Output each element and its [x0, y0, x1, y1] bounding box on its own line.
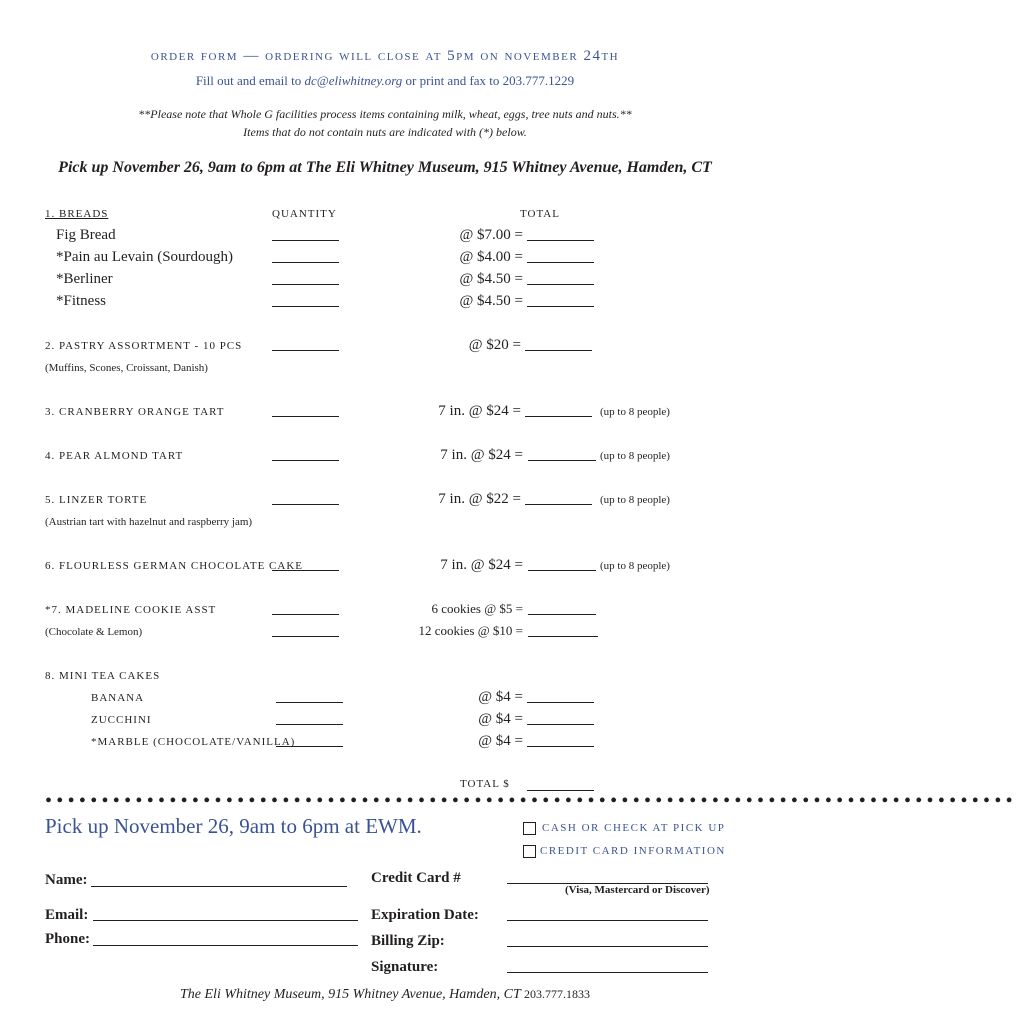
quantity-column-header: QUANTITY [272, 208, 337, 220]
total-blank[interactable] [528, 636, 598, 637]
price-label: 7 in. @ $22 = [438, 491, 521, 507]
quantity-blank[interactable] [276, 746, 343, 747]
tea-cakes-heading: 8. MINI TEA CAKES [45, 670, 161, 682]
bread-item-berliner: *Berliner [56, 271, 113, 287]
total-blank[interactable] [527, 746, 594, 747]
price-label: 6 cookies @ $5 = [431, 601, 523, 616]
price-label: @ $4 = [478, 711, 523, 727]
serving-note: (up to 8 people) [600, 450, 670, 462]
quantity-blank[interactable] [272, 350, 339, 351]
linzer-torte-heading: 5. LINZER TORTE [45, 494, 148, 506]
quantity-blank[interactable] [276, 724, 343, 725]
instructions-mid: or print and fax to [402, 73, 503, 88]
cranberry-tart-heading: 3. CRANBERRY ORANGE TART [45, 406, 225, 418]
credit-card-checkbox[interactable] [523, 845, 536, 858]
quantity-blank[interactable] [272, 636, 339, 637]
dotted-divider: •••••••••••••••••••••••••••••••••••••••••••••••••••••••••••••••••••••••••••••••••••••• [45, 790, 1017, 812]
fax-number: 203.777.1229 [502, 73, 575, 88]
total-blank[interactable] [525, 504, 592, 505]
price-label: 7 in. @ $24 = [438, 403, 521, 419]
form-instructions [0, 73, 770, 89]
madeline-description: (Chocolate & Lemon) [45, 626, 143, 638]
form-title: order form — ordering will close at 5pm on november 24th [150, 48, 620, 64]
price-label: 7 in. @ $24 = [440, 557, 523, 573]
serving-note: (up to 8 people) [600, 560, 670, 572]
madeline-cookie-heading: *7. MADELINE COOKIE ASST [45, 604, 217, 616]
price-label: 12 cookies @ $10 = [418, 623, 523, 638]
allergen-note: **Please note that Whole G facilities process items containing milk, wheat, eggs, tree nuts and nuts.** [138, 107, 632, 121]
total-blank[interactable] [528, 614, 596, 615]
credit-card-number-label: Credit Card # [371, 870, 461, 886]
price-label: @ $4 = [478, 733, 523, 749]
price-label: @ $4.00 = [459, 249, 523, 265]
total-blank[interactable] [527, 724, 594, 725]
footer-phone: 203.777.1833 [523, 987, 590, 1001]
bread-item-pain-au-levain: *Pain au Levain (Sourdough) [56, 249, 234, 265]
instructions-prefix: Fill out and email to [195, 73, 305, 88]
total-blank[interactable] [527, 284, 594, 285]
quantity-blank[interactable] [272, 262, 339, 263]
total-blank[interactable] [528, 460, 596, 461]
serving-note: (up to 8 people) [600, 494, 670, 506]
quantity-blank[interactable] [272, 504, 339, 505]
total-blank[interactable] [527, 306, 594, 307]
total-blank[interactable] [528, 570, 596, 571]
phone-label: Phone: [45, 931, 90, 947]
serving-note: (up to 8 people) [600, 406, 670, 418]
quantity-blank[interactable] [272, 306, 339, 307]
price-label: @ $4.50 = [459, 271, 523, 287]
card-types-note: (Visa, Mastercard or Discover) [565, 884, 710, 896]
chocolate-cake-heading: 6. FLOURLESS GERMAN CHOCOLATE CAKE [45, 560, 303, 572]
email-field[interactable] [93, 920, 358, 921]
pear-tart-heading: 4. PEAR ALMOND TART [45, 450, 184, 462]
nut-note: Items that do not contain nuts are indicated with (*) below. [243, 125, 527, 139]
tea-cake-marble: *MARBLE (CHOCOLATE/VANILLA) [91, 736, 296, 748]
name-field[interactable] [91, 886, 347, 887]
pickup-heading: Pick up November 26, 9am to 6pm at The Eli Whitney Museum, 915 Whitney Avenue, Hamden, CT [58, 159, 712, 176]
price-label: 7 in. @ $24 = [440, 447, 523, 463]
footer-address-text: The Eli Whitney Museum, 915 Whitney Avenue, Hamden, CT [180, 987, 521, 1002]
quantity-blank[interactable] [272, 614, 339, 615]
billing-zip-field[interactable] [507, 946, 708, 947]
footer-address [0, 987, 770, 1003]
total-blank[interactable] [525, 350, 592, 351]
breads-heading: 1. BREADS [45, 208, 109, 220]
pastry-heading: 2. PASTRY ASSORTMENT - 10 PCS [45, 340, 243, 352]
quantity-blank[interactable] [272, 460, 339, 461]
total-column-header: TOTAL [520, 208, 560, 220]
bread-item-fig: Fig Bread [56, 227, 116, 243]
quantity-blank[interactable] [272, 416, 339, 417]
tea-cake-zucchini: ZUCCHINI [91, 714, 152, 726]
total-blank[interactable] [527, 240, 594, 241]
expiration-date-label: Expiration Date: [371, 907, 479, 923]
signature-field[interactable] [507, 972, 708, 973]
linzer-description: (Austrian tart with hazelnut and raspberry jam) [45, 516, 253, 528]
price-label: @ $20 = [468, 337, 521, 353]
quantity-blank[interactable] [276, 702, 343, 703]
price-label: @ $4.50 = [459, 293, 523, 309]
signature-label: Signature: [371, 959, 439, 975]
email-label: Email: [45, 907, 89, 923]
quantity-blank[interactable] [272, 570, 339, 571]
cash-check-checkbox[interactable] [523, 822, 536, 835]
price-label: @ $4 = [478, 689, 523, 705]
quantity-blank[interactable] [272, 240, 339, 241]
bread-item-fitness: *Fitness [56, 293, 107, 309]
billing-zip-label: Billing Zip: [371, 933, 445, 949]
name-label: Name: [45, 872, 88, 888]
pickup-ewm-heading: Pick up November 26, 9am to 6pm at EWM. [45, 814, 422, 838]
price-label: @ $7.00 = [459, 227, 523, 243]
grand-total-label: TOTAL $ [460, 778, 510, 790]
cash-check-label: CASH OR CHECK AT PICK UP [542, 822, 726, 834]
order-email-link[interactable]: dc@eliwhitney.org [304, 73, 403, 88]
expiration-date-field[interactable] [507, 920, 708, 921]
phone-field[interactable] [93, 945, 358, 946]
total-blank[interactable] [525, 416, 592, 417]
total-blank[interactable] [527, 262, 594, 263]
credit-card-label: CREDIT CARD INFORMATION [540, 845, 726, 857]
pastry-description: (Muffins, Scones, Croissant, Danish) [45, 362, 208, 374]
tea-cake-banana: BANANA [91, 692, 145, 704]
total-blank[interactable] [527, 702, 594, 703]
quantity-blank[interactable] [272, 284, 339, 285]
